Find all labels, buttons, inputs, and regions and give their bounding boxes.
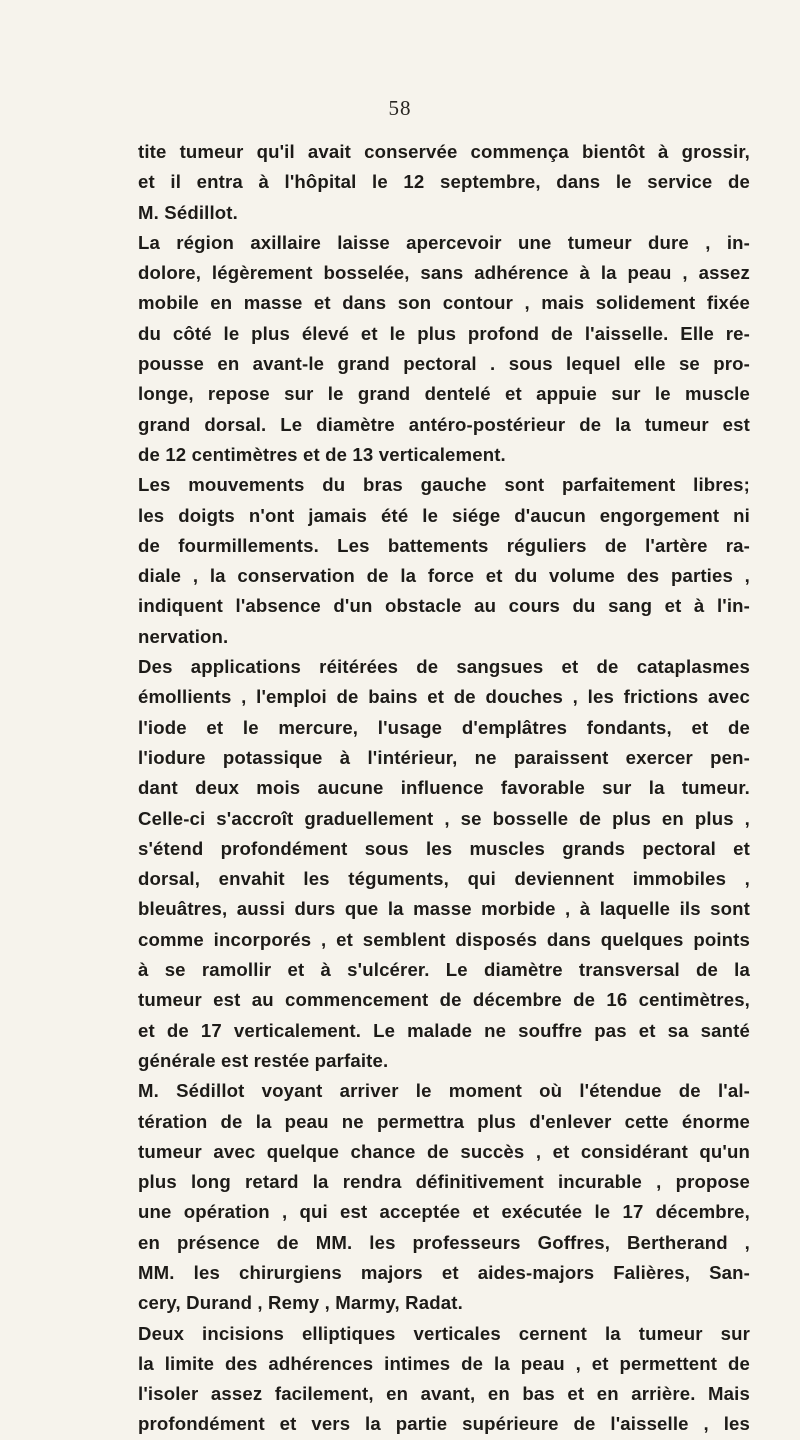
text-line: bleuâtres, aussi durs que la masse morbide , à laquelle ils sont	[138, 898, 750, 920]
text-line: La région axillaire laisse apercevoir une tumeur dure , in-	[138, 231, 750, 253]
text-line: la limite des adhérences intimes de la peau , et permettent de	[138, 1352, 750, 1374]
body-text	[138, 137, 750, 1440]
text-line: MM. les chirurgiens majors et aides-majors Falières, San-	[138, 1261, 750, 1283]
text-line: mobile en masse et dans son contour , mais solidement fixée	[138, 292, 750, 314]
text-line: et il entra à l'hôpital le 12 septembre, dans le service de	[138, 171, 750, 193]
text-line: indiquent l'absence d'un obstacle au cours du sang et à l'in-	[138, 595, 750, 617]
text-line: tite tumeur qu'il avait conservée commença bientôt à grossir,	[138, 141, 750, 162]
text-line: du côté le plus élevé et le plus profond de l'aisselle. Elle re-	[138, 322, 750, 344]
text-line: nervation.	[138, 625, 229, 647]
text-line: s'étend profondément sous les muscles grands pectoral et	[138, 837, 750, 859]
text-line: M. Sédillot.	[138, 201, 238, 223]
text-line: cery, Durand , Remy , Marmy, Radat.	[138, 1292, 463, 1314]
text-line: de 12 centimètres et de 13 verticalement.	[138, 443, 506, 465]
text-line: grand dorsal. Le diamètre antéro-postérieur de la tumeur est	[138, 413, 750, 435]
text-line: plus long retard la rendra définitivement incurable , propose	[138, 1171, 750, 1193]
text-line: comme incorporés , et semblent disposés dans quelques points	[138, 928, 750, 950]
text-line: les doigts n'ont jamais été le siége d'aucun engorgement ni	[138, 504, 750, 526]
text-line: l'iode et le mercure, l'usage d'emplâtres fondants, et de	[138, 716, 750, 738]
text-line: Des applications réitérées de sangsues et de cataplasmes	[138, 656, 750, 678]
text-line: émollients , l'emploi de bains et de douches , les frictions avec	[138, 686, 750, 708]
text-line: Les mouvements du bras gauche sont parfaitement libres;	[138, 474, 750, 496]
text-line: dolore, légèrement bosselée, sans adhérence à la peau , assez	[138, 262, 750, 284]
text-line: à se ramollir et à s'ulcérer. Le diamètre transversal de la	[138, 959, 750, 981]
text-line: dorsal, envahit les téguments, qui deviennent immobiles ,	[138, 868, 750, 890]
text-line: pousse en avant-le grand pectoral . sous lequel elle se pro-	[138, 353, 750, 375]
text-line: Celle-ci s'accroît graduellement , se bosselle de plus en plus ,	[138, 807, 750, 829]
text-line: une opération , qui est acceptée et exécutée le 17 décembre,	[138, 1201, 750, 1223]
text-line: Deux incisions elliptiques verticales cernent la tumeur sur	[138, 1322, 750, 1344]
text-line: générale est restée parfaite.	[138, 1049, 389, 1071]
page-number: 58	[388, 96, 412, 120]
text-line: M. Sédillot voyant arriver le moment où l'étendue de l'al-	[138, 1080, 750, 1102]
text-line: diale , la conservation de la force et du volume des parties ,	[138, 565, 750, 587]
text-line: longe, repose sur le grand dentelé et appuie sur le muscle	[138, 383, 750, 405]
text-line: de fourmillements. Les battements réguliers de l'artère ra-	[138, 534, 750, 556]
text-line: tération de la peau ne permettra plus d'enlever cette énorme	[138, 1110, 750, 1132]
text-line: en présence de MM. les professeurs Goffres, Bertherand ,	[138, 1231, 750, 1253]
text-line: l'iodure potassique à l'intérieur, ne paraissent exercer pen-	[138, 746, 750, 768]
text-line: profondément et vers la partie supérieure de l'aisselle , les	[138, 1413, 750, 1435]
text-line: l'isoler assez facilement, en avant, en bas et en arrière. Mais	[138, 1383, 750, 1405]
text-line: tumeur est au commencement de décembre de 16 centimètres,	[138, 989, 750, 1011]
text-line: tumeur avec quelque chance de succès , et considérant qu'un	[138, 1140, 750, 1162]
text-line: dant deux mois aucune influence favorable sur la tumeur.	[138, 777, 750, 799]
text-line: et de 17 verticalement. Le malade ne souffre pas et sa santé	[138, 1019, 750, 1041]
